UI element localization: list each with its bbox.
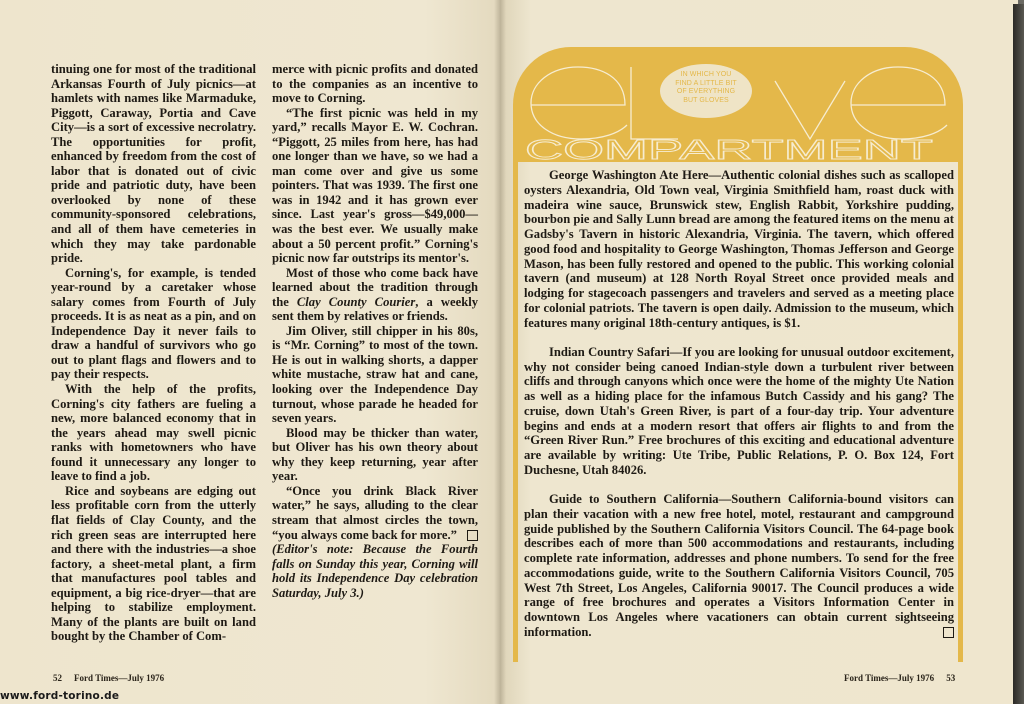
article-column-1: [51, 62, 256, 644]
paragraph: Rice and soybeans are edging out less profitable corn from the utterly flat fields of Clay County, and the rich green seas are interrupted here and there with the industries—a shoe factory, a sheet-metal plant, a firm that manufactures pool tables and equipment, a big rice-dryer—that are helping to stabilize employment. Many of the plants are built on land bought by the Chamber of Com-: [51, 483, 256, 644]
title-letter-v: [775, 81, 845, 139]
title-letter-e2: [851, 67, 947, 139]
page-number: 53: [946, 673, 956, 683]
paragraph: Corning's, for example, is tended year-round by a caretaker whose salary comes from Fourth of July proceeds. It is as neat as a pin, and on Independence Day it never fails to draw a handful of survivors who go out to plant flags and flowers and to pay their respects.: [51, 265, 256, 382]
folio-left: [53, 673, 164, 683]
item-heading: Guide to Southern California: [549, 492, 719, 506]
paragraph: Blood may be thicker than water, but Oliver has his own theory about why they keep returning, year after year.: [272, 425, 478, 484]
item-george-washington: [524, 168, 954, 330]
text: , a weekly sent them by relatives or friends.: [272, 294, 478, 324]
text: “Once you drink Black River water,” he says, alluding to the clear stream that almost circles the town, “you always come back for more.”: [272, 483, 478, 542]
publication-line: Ford Times—July 1976: [74, 673, 165, 683]
tagline: [660, 71, 752, 105]
tagline-line: FIND A LITTLE BIT: [675, 79, 737, 87]
item-indian-country-safari: [524, 345, 954, 478]
item-heading: George Washington Ate Here: [549, 168, 709, 182]
item-heading: Indian Country Safari: [549, 344, 670, 359]
paragraph: “The first picnic was held in my yard,” recalls Mayor E. W. Cochran. “Piggott, 25 miles from here, has had one longer than we have, so we had a man come over and give us some pointers. That was 1939. The first one was in 1942 and it has grown ever since. Last year's gross—$49,000—was the best ever. We usually make about a 50 percent profit.” Corning's picnic now far outstrips its mentor's.: [272, 105, 478, 266]
text: Most of those who come back have learned about the tradition through the: [272, 265, 478, 309]
paragraph: [272, 484, 478, 542]
gutter: [494, 0, 506, 704]
page-number: 52: [53, 673, 62, 683]
end-mark-icon: [467, 530, 478, 541]
paragraph: merce with picnic profits and donated to the companies as an incentive to move to Corning.: [272, 62, 478, 106]
end-mark-icon: [943, 627, 954, 638]
title-letter-e: [531, 67, 627, 139]
page-edge: [1013, 4, 1024, 704]
editors-note: (Editor's note: Because the Fourth falls on Sunday this year, Corning will hold its Independence Day celebration Saturday, July 3.): [272, 542, 478, 600]
item-text: —If you are looking for unusual outdoor excitement, why not consider being canoed Indian-style down a turbulent river between cliffs and through canyons which once were the home of the mighty Ute Nation as well as a hiding place for the infamous Butch Cassidy and his gang? The cruise, down Utah's Green River, is part of a four-day trip. Your adventure begins and ends at a modern resort that offers air flights to and from the “Green River Run.” Free brochures of this exciting and educational adventure are available by writing: Ute Tribe, Public Relations, P. O. Box 124, Fort Duchesne, Utah 84026.: [524, 344, 954, 477]
tagline-line: OF EVERYTHING: [676, 88, 736, 96]
publication-line: Ford Times—July 1976: [844, 673, 935, 683]
item-southern-california: [524, 492, 954, 640]
folio-right: [844, 673, 955, 683]
item-text: —Southern California-bound visitors can plan their vacation with a new free hotel, motel, restaurant and campground guide published by the Southern California Visitors Council. The 64-page book describes each of more than 500 accommodations and restaurants, including complete rate information, addresses and phone numbers. To send for the free accommodations guide, write to the Southern California Visitors Council, 705 West 7th Street, Los Angeles, California 90017. The Council produces a wide range of free brochures and operates a Visitors Information Center in downtown Los Angeles where vacationers can obtain current sightseeing information.: [524, 492, 954, 639]
watermark: www.ford-torino.de: [0, 690, 120, 702]
section-title-line2: COMPARTMENT: [525, 134, 933, 162]
paragraph: With the help of the profits, Corning's city fathers are fueling a new, more balanced economy that in the years ahead may swell picnic ranks with hometowners who have found it unnecessary any longer to leave to find a job.: [51, 382, 256, 484]
tagline-line: BUT GLOVES: [683, 96, 729, 104]
section-body: [524, 168, 954, 640]
tagline-line: IN WHICH YOU: [680, 71, 732, 78]
item-text: —Authentic colonial dishes such as scalloped oysters Alexandria, Old Town veal, Virginia Smithfield ham, roast duck with madeira wine sauce, Brunswick stew, English Rabbit, Yorkshire pudding, bourbon pie and Sally Lunn bread are among the featured items on the menu at Gadsby's Tavern in historic Alexandria, Virginia. The tavern, which offered good food and hospitality to George Washington, Thomas Jefferson and George Mason, has been fully restored and opened to the public. This working colonial tavern (and museum) at 128 North Royal Street once provided meals and lodging for stagecoach passengers and travelers and served as a meeting place for colonial patriots. The tavern is open daily. Admission to the museum, which features many original 18th-century antiques, is $1.: [524, 168, 955, 330]
paragraph: Jim Oliver, still chipper in his 80s, is “Mr. Corning” to most of the town. He is out in walking shorts, a dapper white mustache, straw hat and cane, looking over the Independence Day turnout, whose parade he headed for seven years.: [272, 323, 478, 426]
newspaper-title: Clay County Courier: [296, 294, 416, 309]
article-column-2: [272, 62, 478, 600]
paragraph: [272, 266, 478, 324]
paragraph: tinuing one for most of the traditional Arkansas Fourth of July picnics—at hamlets with names like Marmaduke, Piggott, Caraway, Portia and Cave City—is a sort of excessive necrolatry. The opportunities for profit, enhanced by freedom from the cost of labor that is donated out of civic pride and patriotic duty, have been overlooked by none of these community-sponsored celebrations, and all of them have cemeteries in which they may take pardonable pride.: [51, 62, 256, 266]
